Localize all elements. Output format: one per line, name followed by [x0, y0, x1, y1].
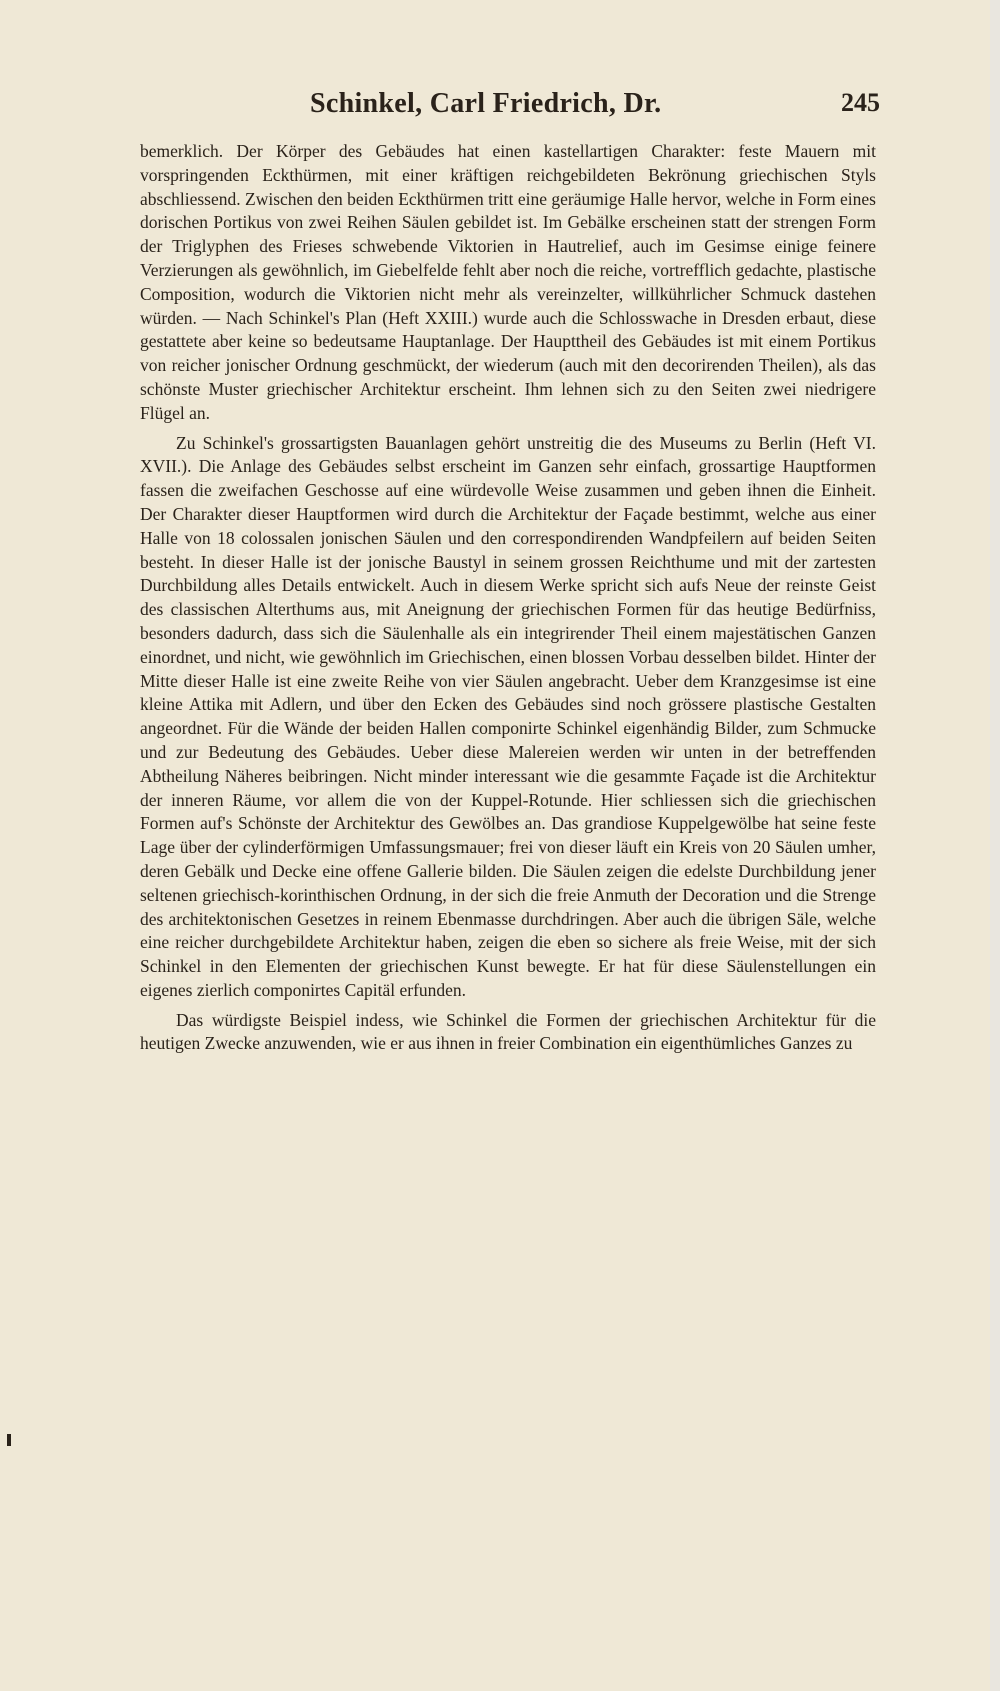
paragraph-3: Das würdigste Beispiel indess, wie Schinkel die Formen der griechischen Architektur für die heutigen Zwecke anzuwenden, wie er aus ihnen in freier Combination ein eigenthümliches Ganzes zu: [140, 1009, 876, 1054]
body-text: [140, 140, 876, 1056]
page-number: 245: [841, 88, 880, 117]
running-head: Schinkel, Carl Friedrich, Dr.: [310, 88, 662, 119]
page-header: [130, 88, 880, 128]
page-edge: [990, 0, 1000, 1691]
paragraph-2: Zu Schinkel's grossartigsten Bauanlagen gehört unstreitig die des Museums zu Berlin (Heft VI. XVII.). Die Anlage des Gebäudes selbst erscheint im Ganzen sehr einfach, grossartige Hauptformen fassen die zweifachen Geschosse auf eine würdevolle Weise zusammen und geben ihnen die Einheit. Der Charakter dieser Hauptformen wird durch die Architektur der Façade bestimmt, welche aus einer Halle von 18 colossalen jonischen Säulen und den correspondirenden Wandpfeilern auf beiden Seiten besteht. In dieser Halle ist der jonische Baustyl in seinem grossen Reichthume und mit der zartesten Durchbildung alles Details entwickelt. Auch in diesem Werke spricht sich aufs Neue der reinste Geist des classischen Alterthums aus, mit Aneignung der griechischen Formen für das heutige Bedürfniss, besonders dadurch, dass sich die Säulenhalle als ein integrirender Theil einem majestätischen Ganzen einordnet, und nicht, wie gewöhnlich im Griechischen, einen blossen Vorbau desselben bildet. Hinter der Mitte dieser Halle ist eine zweite Reihe von vier Säulen angebracht. Ueber dem Kranzgesimse ist eine kleine Attika mit Adlern, und über den Ecken des Gebäudes sind noch grössere plastische Gestalten angeordnet. Für die Wände der beiden Hallen componirte Schinkel eigenhändig Bilder, zum Schmucke und zur Bedeutung des Gebäudes. Ueber diese Malereien werden wir unten in der betreffenden Abtheilung Näheres beibringen. Nicht minder interessant wie die gesammte Façade ist die Architektur der inneren Räume, vor allem die von der Kuppel-Rotunde. Hier schliessen sich die griechischen Formen auf's Schönste der Architektur des Gewölbes an. Das grandiose Kuppelgewölbe hat seine feste Lage über der cylinderförmigen Umfassungsmauer; frei von dieser läuft ein Kreis von 20 Säulen umher, deren Gebälk und Decke eine offene Gallerie bilden. Die Säulen zeigen die edelste Durchbildung jener seltenen griechisch-korinthischen Ordnung, in der sich die freie Anmuth der Decoration und die Strenge des architektonischen Gesetzes in reinem Ebenmasse durchdringen. Aber auch die übrigen Säle, welche eine reicher durchgebildete Architektur haben, zeigen die eben so sichere als freie Weise, mit der sich Schinkel in den Elementen der griechischen Kunst bewegte. Er hat für diese Säulenstellungen ein eigenes zierlich componirtes Capitäl erfunden.: [140, 432, 876, 1000]
paragraph-1: bemerklich. Der Körper des Gebäudes hat einen kastellartigen Charakter: feste Mauern mit vorspringenden Eckthürmen, mit einer kräftigen reichgebildeten Bekrönung griechischen Styls abschliessend. Zwischen den beiden Eckthürmen tritt eine geräumige Halle hervor, welche in Form eines dorischen Portikus von zwei Reihen Säulen gebildet ist. Im Gebälke erscheinen statt der strengen Form der Triglyphen des Frieses schwebende Viktorien in Hautrelief, auch im Gesimse einige feinere Verzierungen als gewöhnlich, im Giebelfelde fehlt aber noch die reiche, vortrefflich gedachte, plastische Composition, wodurch die Viktorien nicht mehr als vereinzelter, willkührlicher Schmuck dastehen würden. — Nach Schinkel's Plan (Heft XXIII.) wurde auch die Schlosswache in Dresden erbaut, diese gestattete aber keine so bedeutsame Hauptanlage. Der Haupttheil des Gebäudes ist mit einem Portikus von reicher jonischer Ordnung geschmückt, der wiederum (auch mit den decorirenden Theilen), als das schönste Muster griechischer Architektur erscheint. Ihm lehnen sich zu den Seiten zwei niedrigere Flügel an.: [140, 141, 876, 423]
margin-mark: [7, 1434, 11, 1446]
